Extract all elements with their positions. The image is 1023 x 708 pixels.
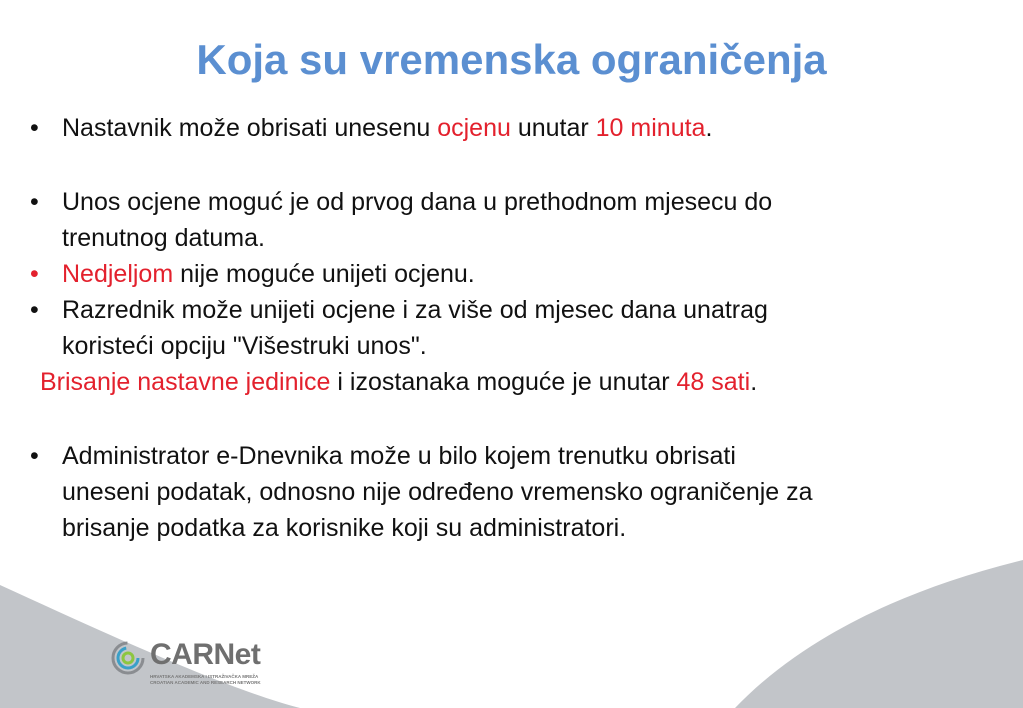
list-item <box>30 110 1015 146</box>
item-text: i izostanaka moguće je unutar <box>330 368 677 396</box>
slide-title: Koja su vremenska ograničenja <box>196 36 827 83</box>
slide-content <box>30 110 1015 546</box>
highlight-text: Nedjeljom <box>62 260 174 288</box>
carnet-logo <box>110 636 270 686</box>
gray-corner-shape <box>735 560 1023 708</box>
item-line: trenutnog datuma. <box>62 224 265 252</box>
highlight-text: 48 sati <box>676 368 751 396</box>
logo-subtitle: HRVATSKA AKADEMSKA I ISTRAŽIVAČKA MREŽA <box>150 674 259 679</box>
item-text: Nastavnik može obrisati unesenu <box>62 114 438 142</box>
highlight-text: 10 minuta <box>595 114 706 142</box>
item-text: . <box>705 114 713 142</box>
carnet-logo-icon <box>110 640 146 676</box>
item-text: . <box>750 368 758 396</box>
item-line: koristeći opciju "Višestruki unos". <box>62 332 427 360</box>
item-text: unutar <box>510 114 596 142</box>
logo-name: CARNet <box>150 638 261 671</box>
bullet: • <box>30 188 39 216</box>
item-line: Razrednik može unijeti ocjene i za više od mjesec dana unatrag <box>62 296 768 324</box>
bullet: • <box>30 260 39 288</box>
spacer <box>30 146 1015 184</box>
highlight-text: Brisanje nastavne jedinice <box>40 368 331 396</box>
list-item <box>30 256 1015 292</box>
item-line: Administrator e-Dnevnika može u bilo kojem trenutku obrisati <box>62 442 736 470</box>
item-line: brisanje podatka za korisnike koji su administratori. <box>62 514 627 542</box>
bullet: • <box>30 442 39 470</box>
item-text: nije moguće unijeti ocjenu. <box>173 260 475 288</box>
bullet: • <box>30 114 39 142</box>
highlight-text: ocjenu <box>437 114 511 142</box>
list-item <box>30 184 1015 256</box>
list-item <box>30 438 1015 546</box>
item-line: uneseni podatak, odnosno nije određeno vremensko ograničenje za <box>62 478 813 506</box>
item-line: Unos ocjene moguć je od prvog dana u prethodnom mjesecu do <box>62 188 773 216</box>
list-item <box>30 364 1015 400</box>
spacer <box>30 400 1015 438</box>
logo-subtitle: CROATIAN ACADEMIC AND RESEARCH NETWORK <box>150 680 261 685</box>
list-item <box>30 292 1015 364</box>
bullet: • <box>30 296 39 324</box>
